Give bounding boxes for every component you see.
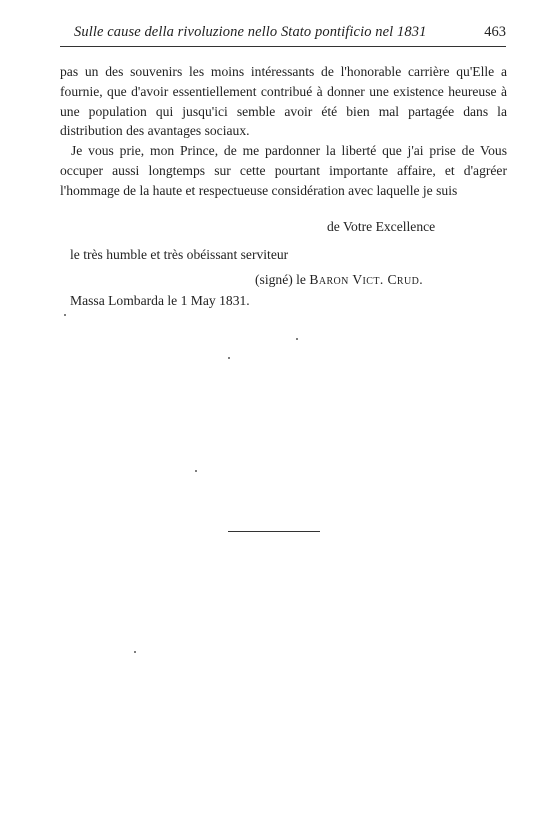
end-rule (228, 531, 320, 532)
paragraph-request: Je vous prie, mon Prince, de me pardonner la liberté que j'ai prise de Vous occuper aussi longtemps sur cette pourtant importante affaire, et d'agréer l'hommage de la haute et respectueuse considération avec laquelle je suis (60, 143, 507, 198)
place-date: Massa Lombarda le 1 May 1831. (70, 293, 250, 308)
header-rule (60, 46, 506, 47)
salutation: de Votre Excellence (327, 219, 436, 234)
paragraph-continued: pas un des souvenirs les moins intéressants de l'honorable carrière qu'Elle a fournie, que d'avoir essentiellement contribué à donner une existence heureuse à une population qui jusqu'ici semble avoir été bien mal partagée dans la distribution des avantages sociaux. (60, 64, 507, 139)
signature-name: Baron Vict. Crud. (309, 272, 424, 287)
signature-prefix: (signé) le (255, 272, 306, 287)
print-speck (64, 314, 66, 316)
print-speck (228, 357, 230, 359)
print-speck (195, 470, 197, 472)
print-speck (134, 651, 136, 653)
print-speck (296, 338, 298, 340)
signature-line (255, 272, 423, 288)
body-text (60, 62, 507, 201)
page-number: 463 (484, 24, 506, 40)
running-head (60, 22, 508, 44)
running-title: Sulle cause della rivoluzione nello Stato pontificio nel 1831 (74, 24, 427, 40)
humble-servant-line: le très humble et très obéissant serviteur (70, 247, 289, 262)
